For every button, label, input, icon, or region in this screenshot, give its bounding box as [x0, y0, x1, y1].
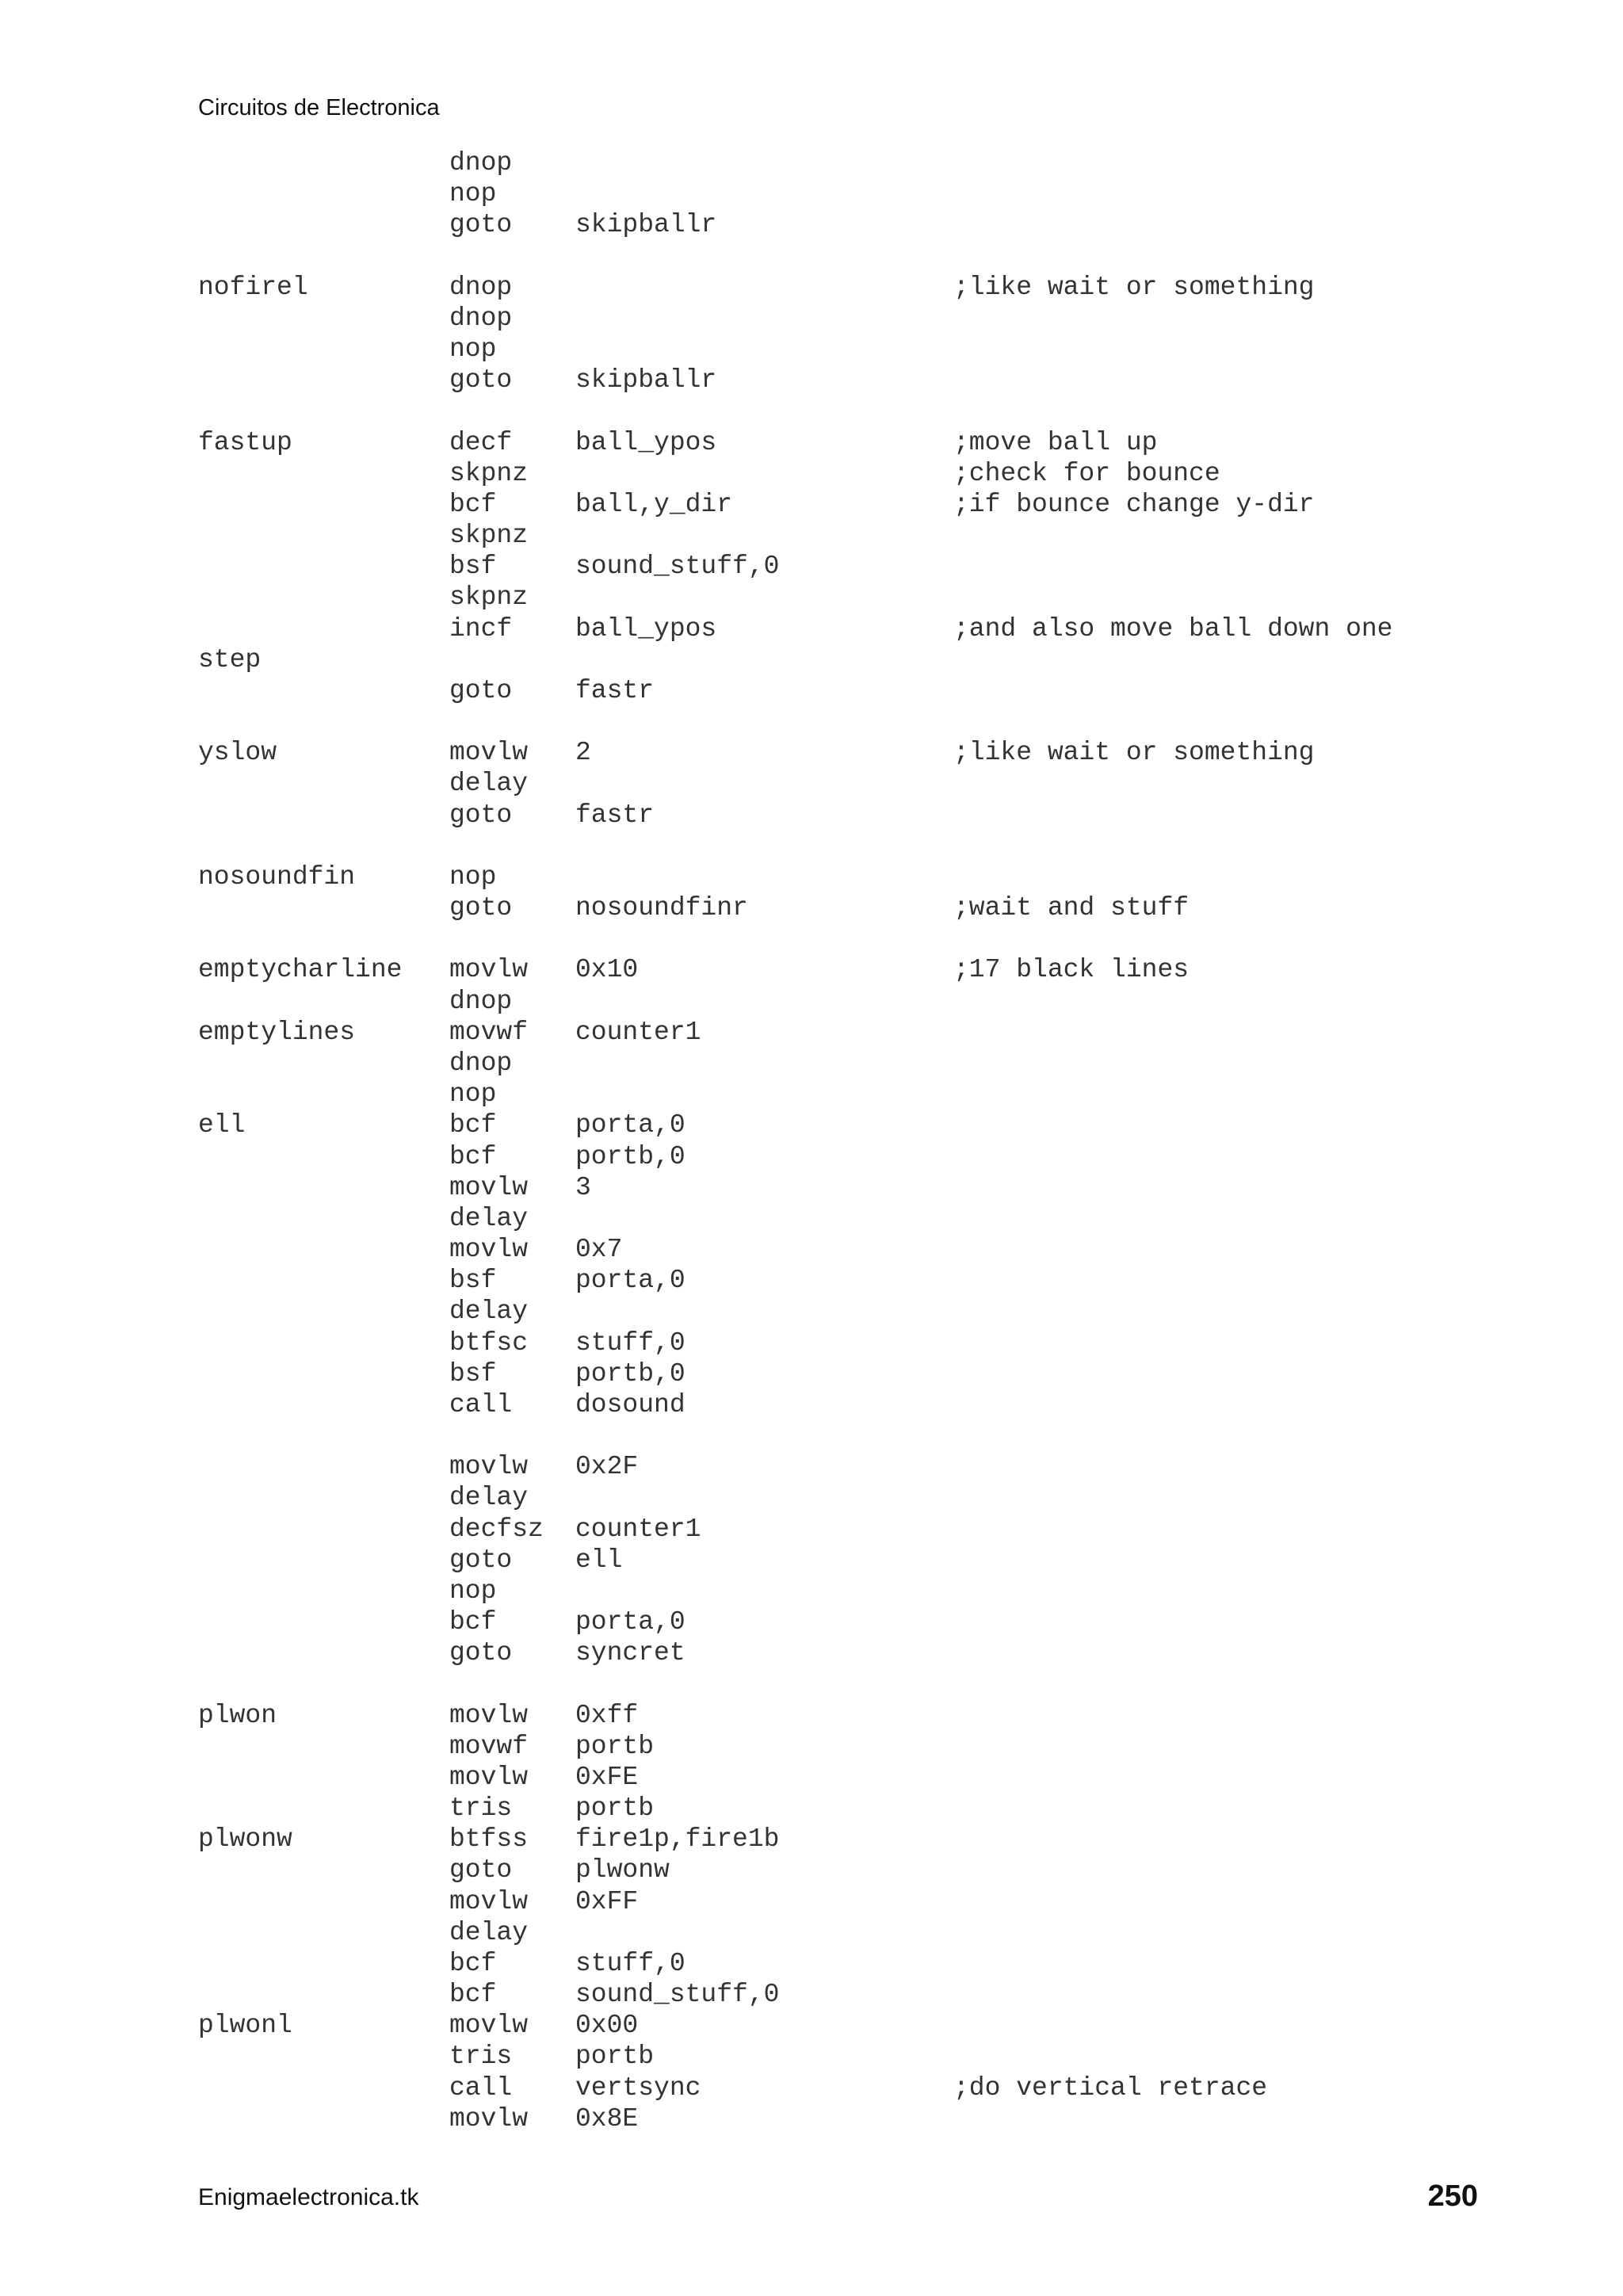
code-opcode: bsf [449, 552, 497, 582]
code-line [198, 1793, 1506, 1824]
code-opcode: dnop [449, 986, 513, 1016]
code-opcode: movlw [449, 2103, 529, 2134]
code-label: fastup [198, 427, 292, 457]
code-label: plwonw [198, 1824, 292, 1855]
code-operand: 0x8E [575, 2103, 639, 2134]
code-comment: ;and also move ball down one [953, 613, 1393, 644]
code-operand: skipballr [575, 210, 717, 240]
code-opcode: call [449, 2073, 513, 2103]
code-line [198, 551, 1506, 582]
code-label: nofirel [198, 272, 308, 302]
code-opcode: bcf [449, 1110, 497, 1140]
code-line [198, 1514, 1506, 1545]
code-label: plwon [198, 1700, 277, 1730]
code-line [198, 1482, 1506, 1513]
code-operand: ball,y_dir [575, 489, 733, 519]
code-comment: ;17 black lines [953, 955, 1190, 985]
code-operand: skipballr [575, 365, 717, 395]
code-line [198, 675, 1506, 706]
code-line [198, 2073, 1506, 2103]
code-opcode: movlw [449, 2011, 529, 2041]
code-line [198, 1265, 1506, 1296]
code-operand: stuff,0 [575, 1948, 685, 1978]
code-line [198, 209, 1506, 240]
footer-site: Enigmaelectronica.tk [198, 2184, 419, 2210]
code-opcode: tris [449, 2042, 513, 2072]
code-opcode: bcf [449, 489, 497, 519]
code-line [198, 1203, 1506, 1234]
code-comment: ;like wait or something [953, 272, 1315, 302]
code-line [198, 241, 1506, 272]
code-opcode: movlw [449, 1762, 529, 1792]
code-opcode: delay [449, 1483, 529, 1513]
code-operand: portb [575, 1731, 655, 1761]
code-operand: 3 [575, 1172, 591, 1202]
code-label: emptylines [198, 1017, 356, 1047]
code-operand: portb [575, 1794, 655, 1824]
code-line [198, 1389, 1506, 1420]
code-line [198, 737, 1506, 768]
code-line [198, 831, 1506, 861]
code-opcode: movlw [449, 738, 529, 768]
code-line [198, 1296, 1506, 1327]
code-operand: fastr [575, 800, 655, 830]
code-operand: 0xFF [575, 1886, 639, 1916]
code-line [198, 1172, 1506, 1203]
code-line [198, 1979, 1506, 2010]
code-comment: ;move ball up [953, 427, 1158, 457]
code-operand: vertsync [575, 2073, 701, 2103]
code-opcode: dnop [449, 303, 513, 333]
code-opcode: nop [449, 1079, 497, 1110]
code-line [198, 1606, 1506, 1637]
code-line [198, 1824, 1506, 1855]
code-line [198, 892, 1506, 923]
code-line [198, 520, 1506, 551]
code-operand: 0x7 [575, 1235, 623, 1265]
code-opcode: delay [449, 1203, 529, 1233]
code-line [198, 1079, 1506, 1110]
page-number: 250 [1427, 2179, 1478, 2213]
code-opcode: movlw [449, 1700, 529, 1730]
code-operand: syncret [575, 1638, 685, 1668]
code-opcode: incf [449, 613, 513, 644]
code-line [198, 1358, 1506, 1389]
code-opcode: dnop [449, 148, 513, 178]
code-opcode: goto [449, 1545, 513, 1575]
code-line [198, 1048, 1506, 1079]
code-line [198, 1731, 1506, 1762]
code-operand: ball_ypos [575, 613, 717, 644]
code-line [198, 1576, 1506, 1606]
code-operand: 0xFE [575, 1762, 639, 1792]
code-opcode: goto [449, 893, 513, 923]
code-operand: ball_ypos [575, 427, 717, 457]
code-line [198, 1545, 1506, 1576]
code-line [198, 1762, 1506, 1793]
code-operand: 0xff [575, 1700, 639, 1730]
code-operand: porta,0 [575, 1266, 685, 1296]
code-line [198, 1668, 1506, 1699]
code-comment: ;like wait or something [953, 738, 1315, 768]
code-label: plwonl [198, 2011, 292, 2041]
code-opcode: skpnz [449, 521, 529, 551]
code-opcode: nop [449, 334, 497, 365]
code-opcode: btfsc [449, 1328, 529, 1358]
code-opcode: decfsz [449, 1514, 544, 1544]
code-opcode: skpnz [449, 458, 529, 488]
code-opcode: btfss [449, 1824, 529, 1855]
code-label: nosoundfin [198, 861, 356, 892]
code-opcode: movlw [449, 1235, 529, 1265]
code-listing [198, 147, 1506, 2134]
code-line [198, 1234, 1506, 1265]
code-opcode: nop [449, 1576, 497, 1606]
code-opcode: movlw [449, 1886, 529, 1916]
code-operand: fastr [575, 675, 655, 705]
code-operand: 0x00 [575, 2011, 639, 2041]
code-line [198, 1451, 1506, 1482]
code-opcode: goto [449, 800, 513, 830]
code-operand: 0x10 [575, 955, 639, 985]
code-opcode: delay [449, 1917, 529, 1947]
code-operand: nosoundfinr [575, 893, 748, 923]
code-line [198, 272, 1506, 303]
code-line [198, 489, 1506, 520]
code-opcode: tris [449, 1794, 513, 1824]
code-line [198, 1328, 1506, 1358]
code-operand: 2 [575, 738, 591, 768]
code-opcode: dnop [449, 272, 513, 302]
code-opcode: goto [449, 1855, 513, 1885]
code-line [198, 861, 1506, 892]
code-opcode: bcf [449, 1948, 497, 1978]
code-opcode: decf [449, 427, 513, 457]
code-line [198, 582, 1506, 613]
code-line [198, 954, 1506, 985]
code-opcode: goto [449, 675, 513, 705]
code-opcode: delay [449, 1297, 529, 1327]
code-line [198, 1637, 1506, 1668]
code-line [198, 1886, 1506, 1917]
code-line [198, 458, 1506, 489]
code-operand: porta,0 [575, 1110, 685, 1140]
page-header: Circuitos de Electronica [198, 95, 440, 120]
code-line [198, 178, 1506, 209]
code-operand: sound_stuff,0 [575, 552, 780, 582]
code-opcode: bcf [449, 1607, 497, 1637]
code-opcode: goto [449, 210, 513, 240]
code-operand: plwonw [575, 1855, 670, 1885]
code-line [198, 1700, 1506, 1731]
code-comment: ;check for bounce [953, 458, 1220, 488]
code-operand: portb [575, 2042, 655, 2072]
code-line [198, 800, 1506, 831]
code-opcode: call [449, 1389, 513, 1419]
code-opcode: goto [449, 365, 513, 395]
code-label: yslow [198, 738, 277, 768]
code-line [198, 365, 1506, 395]
code-line [198, 768, 1506, 799]
code-opcode: delay [449, 769, 529, 799]
code-operand: 0x2F [575, 1452, 639, 1482]
code-line [198, 334, 1506, 365]
code-comment: ;do vertical retrace [953, 2073, 1268, 2103]
code-operand: portb,0 [575, 1141, 685, 1171]
code-line [198, 1948, 1506, 1979]
code-operand: counter1 [575, 1017, 701, 1047]
code-opcode: movwf [449, 1017, 529, 1047]
code-line [198, 1017, 1506, 1048]
code-line [198, 613, 1506, 644]
code-label: ell [198, 1110, 246, 1140]
code-operand: dosound [575, 1389, 685, 1419]
code-operand: portb,0 [575, 1358, 685, 1389]
code-line [198, 923, 1506, 954]
code-line [198, 986, 1506, 1017]
code-line [198, 1141, 1506, 1172]
code-opcode: movlw [449, 955, 529, 985]
code-label: emptycharline [198, 955, 403, 985]
code-operand: porta,0 [575, 1607, 685, 1637]
code-operand: ell [575, 1545, 623, 1575]
code-line [198, 1917, 1506, 1948]
code-opcode: bsf [449, 1266, 497, 1296]
code-opcode: dnop [449, 1048, 513, 1078]
code-opcode: bsf [449, 1358, 497, 1389]
code-opcode: nop [449, 861, 497, 892]
code-line [198, 706, 1506, 737]
code-line [198, 2103, 1506, 2134]
code-opcode: skpnz [449, 583, 529, 613]
code-line [198, 303, 1506, 334]
code-operand: stuff,0 [575, 1328, 685, 1358]
code-comment: ;wait and stuff [953, 893, 1190, 923]
code-line [198, 2041, 1506, 2072]
code-opcode: bcf [449, 1980, 497, 2010]
code-opcode: nop [449, 179, 497, 209]
code-line [198, 1110, 1506, 1140]
code-label: step [198, 644, 262, 674]
code-operand: sound_stuff,0 [575, 1980, 780, 2010]
code-line [198, 147, 1506, 178]
code-line [198, 395, 1506, 426]
code-operand: counter1 [575, 1514, 701, 1544]
code-line [198, 427, 1506, 458]
code-line [198, 1855, 1506, 1885]
code-line [198, 644, 1506, 675]
code-line [198, 1420, 1506, 1451]
code-line [198, 2010, 1506, 2041]
code-opcode: movlw [449, 1452, 529, 1482]
code-opcode: movwf [449, 1731, 529, 1761]
code-operand: fire1p,fire1b [575, 1824, 780, 1855]
code-opcode: movlw [449, 1172, 529, 1202]
code-opcode: goto [449, 1638, 513, 1668]
code-comment: ;if bounce change y-dir [953, 489, 1315, 519]
code-opcode: bcf [449, 1141, 497, 1171]
